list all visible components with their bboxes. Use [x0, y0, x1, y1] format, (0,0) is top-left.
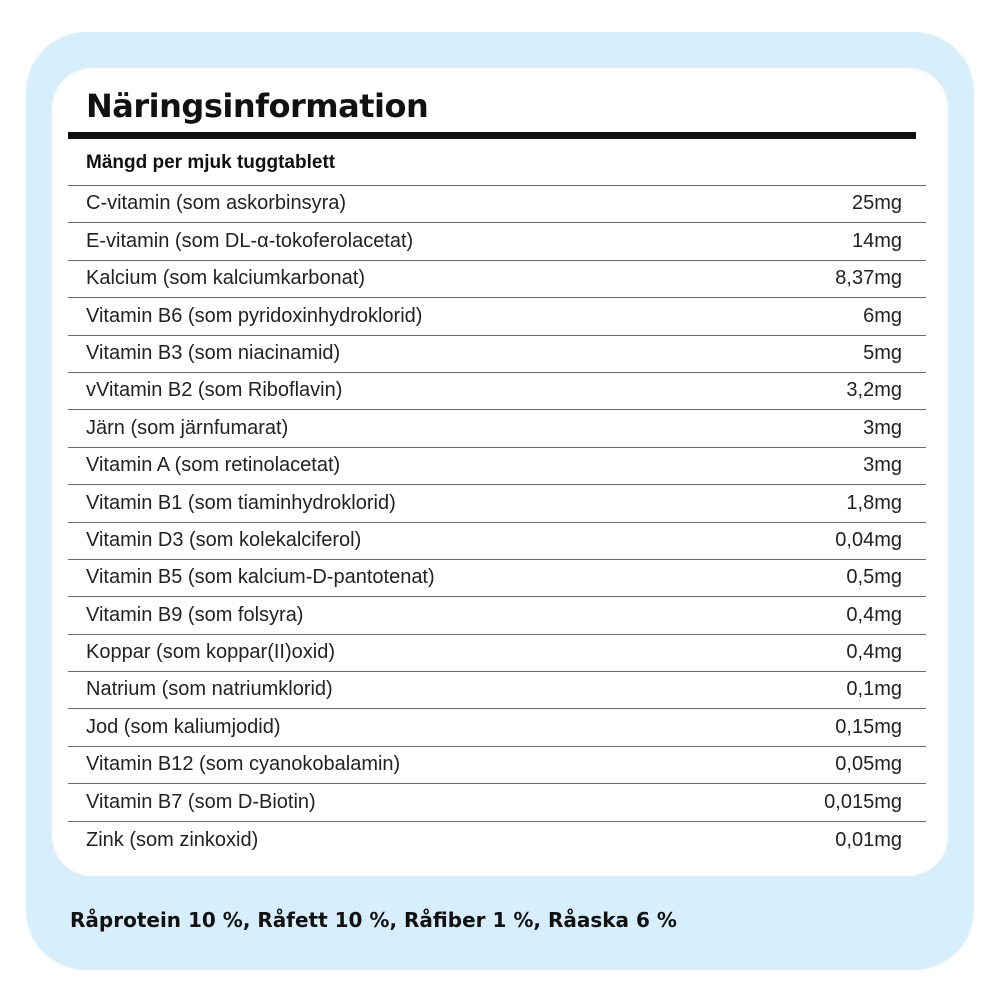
- nutrient-name: Kalcium (som kalciumkarbonat): [86, 267, 365, 290]
- nutrient-amount: 3mg: [863, 416, 902, 439]
- table-row: [68, 709, 926, 746]
- table-row: [68, 635, 926, 672]
- nutrient-name: vVitamin B2 (som Riboflavin): [86, 379, 343, 402]
- table-row: [68, 523, 926, 560]
- nutrient-amount: 0,4mg: [846, 641, 902, 664]
- table-row: [68, 186, 926, 223]
- nutrient-name: Vitamin B5 (som kalcium-D-pantotenat): [86, 566, 435, 589]
- nutrient-amount: 0,15mg: [835, 715, 902, 738]
- nutrient-amount: 25mg: [851, 192, 902, 215]
- nutrient-amount: 0,05mg: [835, 753, 902, 776]
- nutrient-name: Vitamin B3 (som niacinamid): [86, 341, 341, 364]
- table-header-row: [68, 139, 926, 186]
- nutrient-name: Vitamin B6 (som pyridoxinhydroklorid): [86, 304, 423, 327]
- table-row: [68, 747, 926, 784]
- nutrient-name: Vitamin B9 (som folsyra): [86, 603, 304, 626]
- table-header-label: Mängd per mjuk tuggtablett: [86, 152, 336, 173]
- table-row: [68, 298, 926, 335]
- table-body: [68, 186, 926, 859]
- nutrient-amount: 0,01mg: [835, 829, 902, 852]
- nutrition-table: [68, 139, 926, 859]
- nutrient-amount: 14mg: [851, 229, 902, 252]
- table-row: [68, 784, 926, 821]
- nutrient-amount: 3,2mg: [846, 379, 902, 402]
- nutrient-amount: 0,4mg: [846, 603, 902, 626]
- nutrient-name: Natrium (som natriumklorid): [86, 678, 333, 701]
- nutrient-name: C-vitamin (som askorbinsyra): [86, 192, 347, 215]
- nutrient-name: Järn (som järnfumarat): [86, 416, 289, 439]
- nutrient-amount: 0,04mg: [835, 528, 902, 551]
- nutrient-amount: 0,5mg: [846, 566, 902, 589]
- nutrient-name: Vitamin B12 (som cyanokobalamin): [86, 753, 401, 776]
- nutrient-name: Vitamin A (som retinolacetat): [86, 454, 341, 477]
- nutrient-amount: 8,37mg: [835, 267, 902, 290]
- nutrient-name: E-vitamin (som DL-α-tokoferolacetat): [86, 229, 414, 252]
- nutrient-amount: 3mg: [863, 454, 902, 477]
- table-row: [68, 336, 926, 373]
- nutrient-amount: 0,015mg: [824, 790, 902, 813]
- table-row: [68, 261, 926, 298]
- analytical-constituents: Råprotein 10 %, Råfett 10 %, Råfiber 1 %, Råaska 6 %: [70, 908, 677, 932]
- table-row: [68, 448, 926, 485]
- nutrient-name: Zink (som zinkoxid): [86, 829, 259, 852]
- page-title: Näringsinformation: [86, 87, 429, 125]
- nutrient-amount: 5mg: [863, 341, 902, 364]
- table-row: [68, 822, 926, 859]
- table-row: [68, 223, 926, 260]
- table-row: [68, 560, 926, 597]
- table-row: [68, 672, 926, 709]
- nutrient-name: Vitamin B1 (som tiaminhydroklorid): [86, 491, 396, 514]
- table-row: [68, 410, 926, 447]
- table-row: [68, 597, 926, 634]
- nutrient-amount: 0,1mg: [846, 678, 902, 701]
- nutrient-amount: 1,8mg: [846, 491, 902, 514]
- nutrient-name: Koppar (som koppar(II)oxid): [86, 641, 335, 664]
- nutrient-name: Vitamin D3 (som kolekalciferol): [86, 528, 362, 551]
- nutrient-amount: 6mg: [863, 304, 902, 327]
- nutrient-name: Jod (som kaliumjodid): [86, 715, 281, 738]
- table-row: [68, 373, 926, 410]
- title-divider: [68, 132, 916, 139]
- table-row: [68, 485, 926, 522]
- nutrient-name: Vitamin B7 (som D-Biotin): [86, 790, 316, 813]
